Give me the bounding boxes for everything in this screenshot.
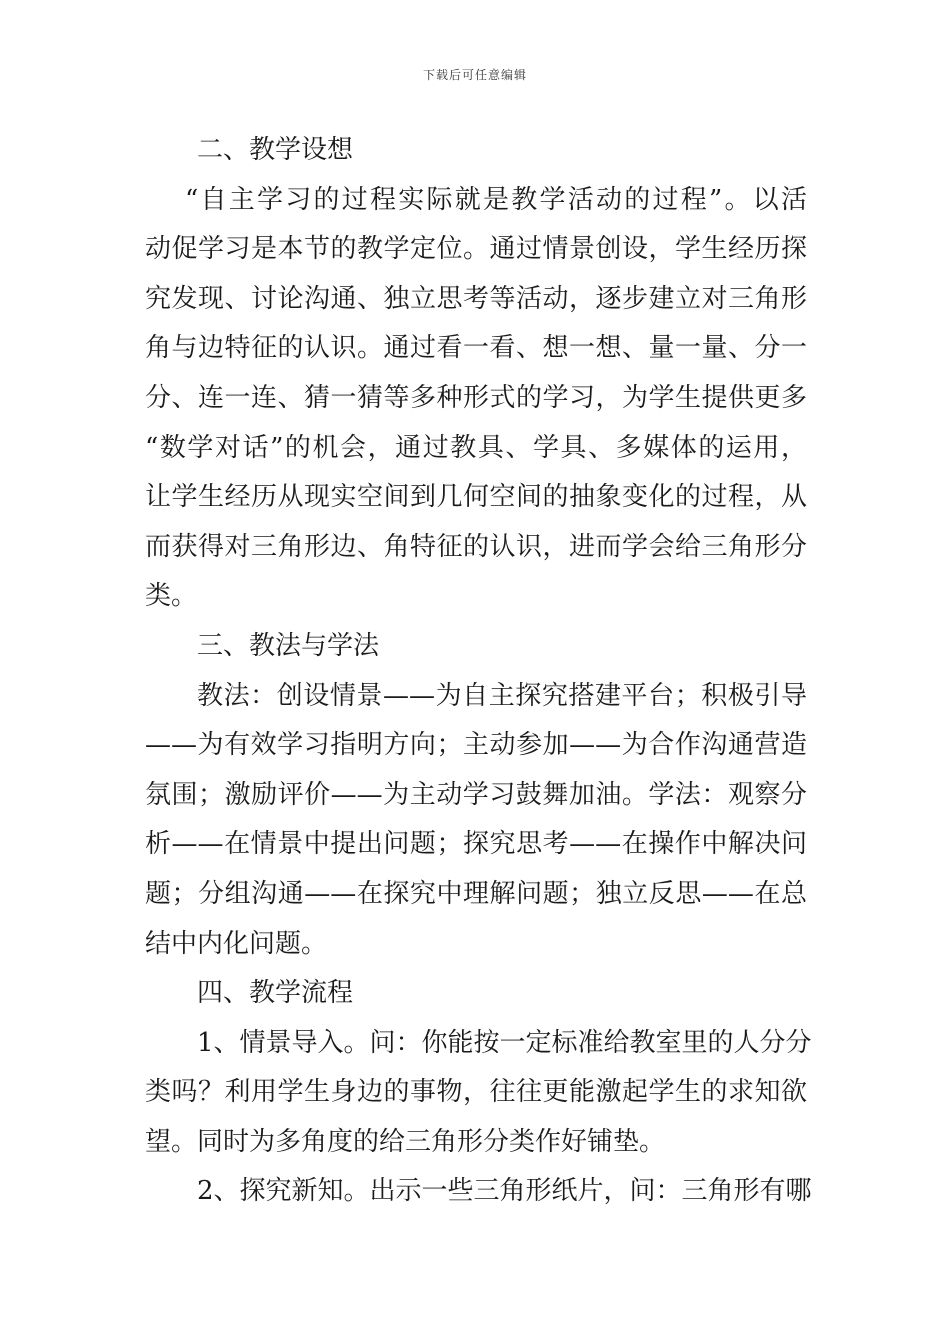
paragraph-line: ——为有效学习指明方向；主动参加——为合作沟通营造 (145, 730, 807, 761)
paragraph-line: 1、情景导入。问：你能按一定标准给教室里的人分分 (197, 1027, 812, 1058)
paragraph-line: 2、探究新知。出示一些三角形纸片，问：三角形有哪 (197, 1176, 812, 1207)
paragraph-line: 题；分组沟通——在探究中理解问题；独立反思——在总 (145, 878, 807, 909)
section-heading-teaching-process: 四、教学流程 (197, 978, 354, 1009)
paragraph-line: 类。 (145, 581, 198, 612)
paragraph-line: 类吗？利用学生身边的事物，往往更能激起学生的求知欲 (145, 1077, 807, 1108)
paragraph-line: “数学对话”的机会，通过教具、学具、多媒体的运用， (145, 432, 807, 463)
document-body (145, 126, 812, 1217)
paragraph-line: 氛围；激励评价——为主动学习鼓舞加油。学法：观察分 (145, 779, 807, 810)
paragraph-line: 结中内化问题。 (145, 928, 328, 959)
paragraph-line: 究发现、讨论沟通、独立思考等活动，逐步建立对三角形 (145, 283, 807, 314)
paragraph-line: 析——在情景中提出问题；探究思考——在操作中解决问 (145, 829, 807, 860)
paragraph-line: 教法：创设情景——为自主探究搭建平台；积极引导 (197, 680, 807, 711)
paragraph-line: 角与边特征的认识。通过看一看、想一想、量一量、分一 (145, 333, 807, 364)
paragraph-line: “自主学习的过程实际就是教学活动的过程”。以活 (185, 184, 807, 215)
section-heading-methods: 三、教法与学法 (197, 630, 380, 661)
section-heading-teaching-idea: 二、教学设想 (197, 135, 354, 165)
paragraph-line: 动促学习是本节的教学定位。通过情景创设，学生经历探 (145, 234, 807, 265)
paragraph-line: 而获得对三角形边、角特征的认识，进而学会给三角形分 (145, 531, 807, 562)
paragraph-line: 望。同时为多角度的给三角形分类作好铺垫。 (145, 1126, 666, 1157)
paragraph-line: 分、连一连、猜一猜等多种形式的学习，为学生提供更多 (145, 382, 807, 413)
paragraph-line: 让学生经历从现实空间到几何空间的抽象变化的过程，从 (145, 482, 807, 513)
page-header-note: 下载后可任意编辑 (422, 68, 527, 82)
